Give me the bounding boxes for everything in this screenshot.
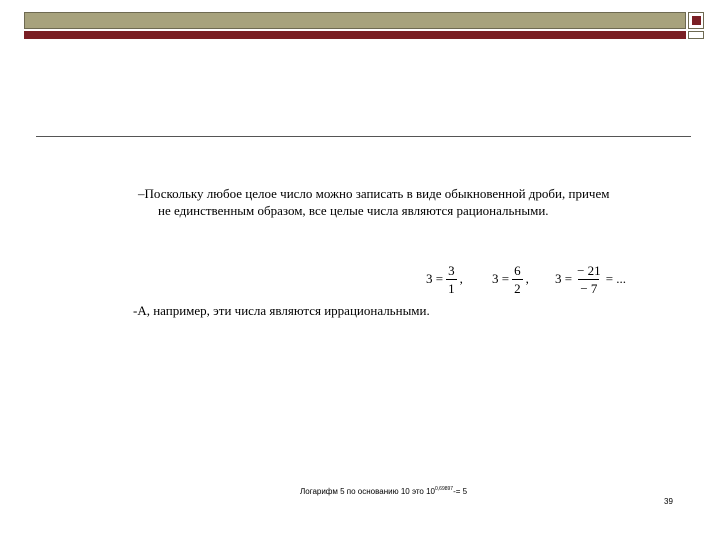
fraction <box>575 262 603 297</box>
formula-1 <box>426 256 463 302</box>
log-caption <box>300 486 467 496</box>
paragraph-line-1: –Поскольку любое целое число можно записать в виде обыкновенной дроби, причем <box>138 186 610 201</box>
caption-text: Логарифм 5 по основанию 10 это 10 <box>300 487 435 496</box>
formula-lhs: 3 = <box>426 271 444 286</box>
fraction <box>446 262 457 297</box>
body-paragraph <box>138 185 668 219</box>
corner-box-small <box>688 31 704 39</box>
irrational-line: -А, например, эти числа являются иррациональными. <box>133 303 430 318</box>
paragraph-line-2: не единственным образом, все целые числа являются рациональными. <box>158 203 549 218</box>
title-divider <box>36 136 691 137</box>
caption-exponent: 0,69897 <box>435 486 454 492</box>
fraction-numerator: − 21 <box>577 262 601 278</box>
fraction-denominator: 2 <box>514 280 521 296</box>
header-accent-bar <box>24 31 686 39</box>
fraction <box>512 262 523 297</box>
fraction-numerator: 3 <box>448 262 455 278</box>
header-bar <box>24 12 686 29</box>
caption-suffix: -= 5 <box>453 487 468 496</box>
formula-tail: , <box>459 271 463 286</box>
corner-square-icon <box>688 12 704 29</box>
formula-2 <box>492 256 529 302</box>
formula-tail: , <box>525 271 529 286</box>
formula-lhs: 3 = <box>555 271 573 286</box>
fraction-denominator: − 7 <box>580 280 598 296</box>
fraction-numerator: 6 <box>514 262 521 278</box>
formula-lhs: 3 = <box>492 271 510 286</box>
page-number: 39 <box>664 497 673 506</box>
formula-tail: = ... <box>605 271 627 286</box>
fraction-denominator: 1 <box>448 280 455 296</box>
formula-3 <box>555 256 626 302</box>
